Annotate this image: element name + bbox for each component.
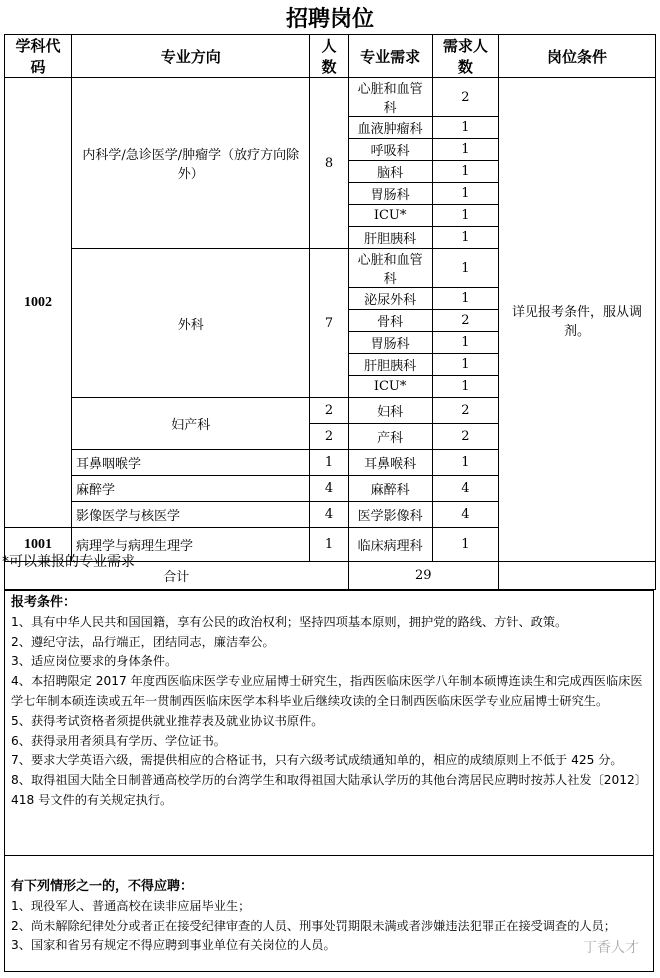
footnote: *可以兼报的专业需求 [2, 554, 135, 570]
major-direction: 妇产科 [72, 398, 310, 450]
specialty-need: 肝胆胰科 [348, 354, 432, 376]
specialty-need: 心脏和血管科 [348, 249, 432, 288]
headcount: 8 [310, 78, 348, 249]
column-header: 需求人数 [432, 35, 498, 78]
need-count: 1 [432, 227, 498, 249]
need-count: 1 [432, 183, 498, 205]
specialty-need: 耳鼻喉科 [348, 450, 432, 476]
total-label: 合计 [5, 562, 349, 590]
empty-cell [498, 562, 655, 590]
need-count: 1 [432, 139, 498, 161]
major-direction: 耳鼻咽喉学 [72, 450, 310, 476]
requirements-box [4, 590, 654, 856]
need-count: 4 [432, 476, 498, 502]
need-count: 1 [432, 528, 498, 562]
requirement-item: 2、遵纪守法，品行端正，团结同志，廉洁奉公。 [11, 634, 275, 649]
column-header: 专业需求 [348, 35, 432, 78]
requirement-item: 4、本招聘限定 2017 年度西医临床医学专业应届博士研究生，指西医临床医学八年制本硕博连读生和完成西医临床医学七年制本硕连读或五年一贯制西医临床医学本科毕业后继续攻读的全日制西医临床医学专业应届博士研究生。 [11, 674, 643, 708]
requirement-item: 8、取得祖国大陆全日制普通高校学历的台湾学生和取得祖国大陆承认学历的其他台湾居民应聘时按苏人社发〔2012〕418 号文件的有关规定执行。 [11, 773, 647, 807]
need-count: 2 [432, 424, 498, 450]
table-row [5, 78, 656, 117]
specialty-need: 血液肿瘤科 [348, 117, 432, 139]
major-direction: 病理学与病理生理学 [72, 528, 310, 562]
specialty-need: 产科 [348, 424, 432, 450]
need-count: 1 [432, 117, 498, 139]
exclusion-item: 1、现役军人、普通高校在读非应届毕业生； [11, 898, 251, 913]
specialty-need: ICU* [348, 376, 432, 398]
need-count: 2 [432, 398, 498, 424]
specialty-need: 泌尿外科 [348, 288, 432, 310]
specialty-need: 麻醉科 [348, 476, 432, 502]
requirement-item: 5、获得考试资格者须提供就业推荐表及就业协议书原件。 [11, 713, 324, 728]
specialty-need: ICU* [348, 205, 432, 227]
exclusions-heading: 有下列情形之一的，不得应聘： [11, 879, 194, 894]
requirement-item: 6、获得录用者须具有学历、学位证书。 [11, 733, 226, 748]
specialty-need: 骨科 [348, 310, 432, 332]
column-header: 人数 [310, 35, 348, 78]
exclusions-box [4, 855, 654, 972]
major-direction: 内科学/急诊医学/肿瘤学（放疗方向除外） [72, 78, 310, 249]
need-count: 1 [432, 376, 498, 398]
requirement-item: 3、适应岗位要求的身体条件。 [11, 654, 178, 669]
headcount: 1 [310, 528, 348, 562]
headcount: 2 [310, 424, 348, 450]
headcount: 4 [310, 502, 348, 528]
specialty-need: 胃肠科 [348, 183, 432, 205]
need-count: 4 [432, 502, 498, 528]
need-count: 2 [432, 310, 498, 332]
headcount: 1 [310, 450, 348, 476]
requirement-item: 1、具有中华人民共和国国籍，享有公民的政治权利；坚持四项基本原则，拥护党的路线、方针、政策。 [11, 614, 568, 629]
specialty-need: 呼吸科 [348, 139, 432, 161]
discipline-code: 1002 [5, 78, 72, 528]
need-count: 1 [432, 450, 498, 476]
requirements-heading: 报考条件： [11, 595, 77, 610]
need-count: 1 [432, 354, 498, 376]
total-value: 29 [348, 562, 498, 590]
need-count: 1 [432, 249, 498, 288]
exclusion-item: 3、国家和省另有规定不得应聘到事业单位有关岗位的人员。 [11, 938, 336, 953]
watermark: 丁香人才 [583, 940, 639, 957]
column-header: 专业方向 [72, 35, 310, 78]
page-title: 招聘岗位 [285, 7, 374, 32]
need-count: 1 [432, 332, 498, 354]
major-direction: 影像医学与核医学 [72, 502, 310, 528]
requirement-item: 7、要求大学英语六级，需提供相应的合格证书，只有六级考试成绩通知单的，相应的成绩原则上不低于 425 分。 [11, 753, 623, 768]
major-direction: 麻醉学 [72, 476, 310, 502]
specialty-need: 胃肠科 [348, 332, 432, 354]
specialty-need: 妇科 [348, 398, 432, 424]
need-count: 2 [432, 78, 498, 117]
specialty-need: 医学影像科 [348, 502, 432, 528]
positions-table [4, 34, 656, 590]
specialty-need: 临床病理科 [348, 528, 432, 562]
need-count: 1 [432, 205, 498, 227]
column-header: 学科代码 [5, 35, 72, 78]
need-count: 1 [432, 161, 498, 183]
specialty-need: 心脏和血管科 [348, 78, 432, 117]
headcount: 2 [310, 398, 348, 424]
column-header: 岗位条件 [498, 35, 655, 78]
specialty-need: 脑科 [348, 161, 432, 183]
need-count: 1 [432, 288, 498, 310]
major-direction: 外科 [72, 249, 310, 398]
exclusion-item: 2、尚未解除纪律处分或者正在接受纪律审查的人员、刑事处罚期限未满或者涉嫌违法犯罪正在接受调查的人员； [11, 918, 616, 933]
position-condition: 详见报考条件，服从调剂。 [498, 78, 655, 562]
discipline-code: 1001 [5, 528, 72, 562]
specialty-need: 肝胆胰科 [348, 227, 432, 249]
headcount: 4 [310, 476, 348, 502]
headcount: 7 [310, 249, 348, 398]
